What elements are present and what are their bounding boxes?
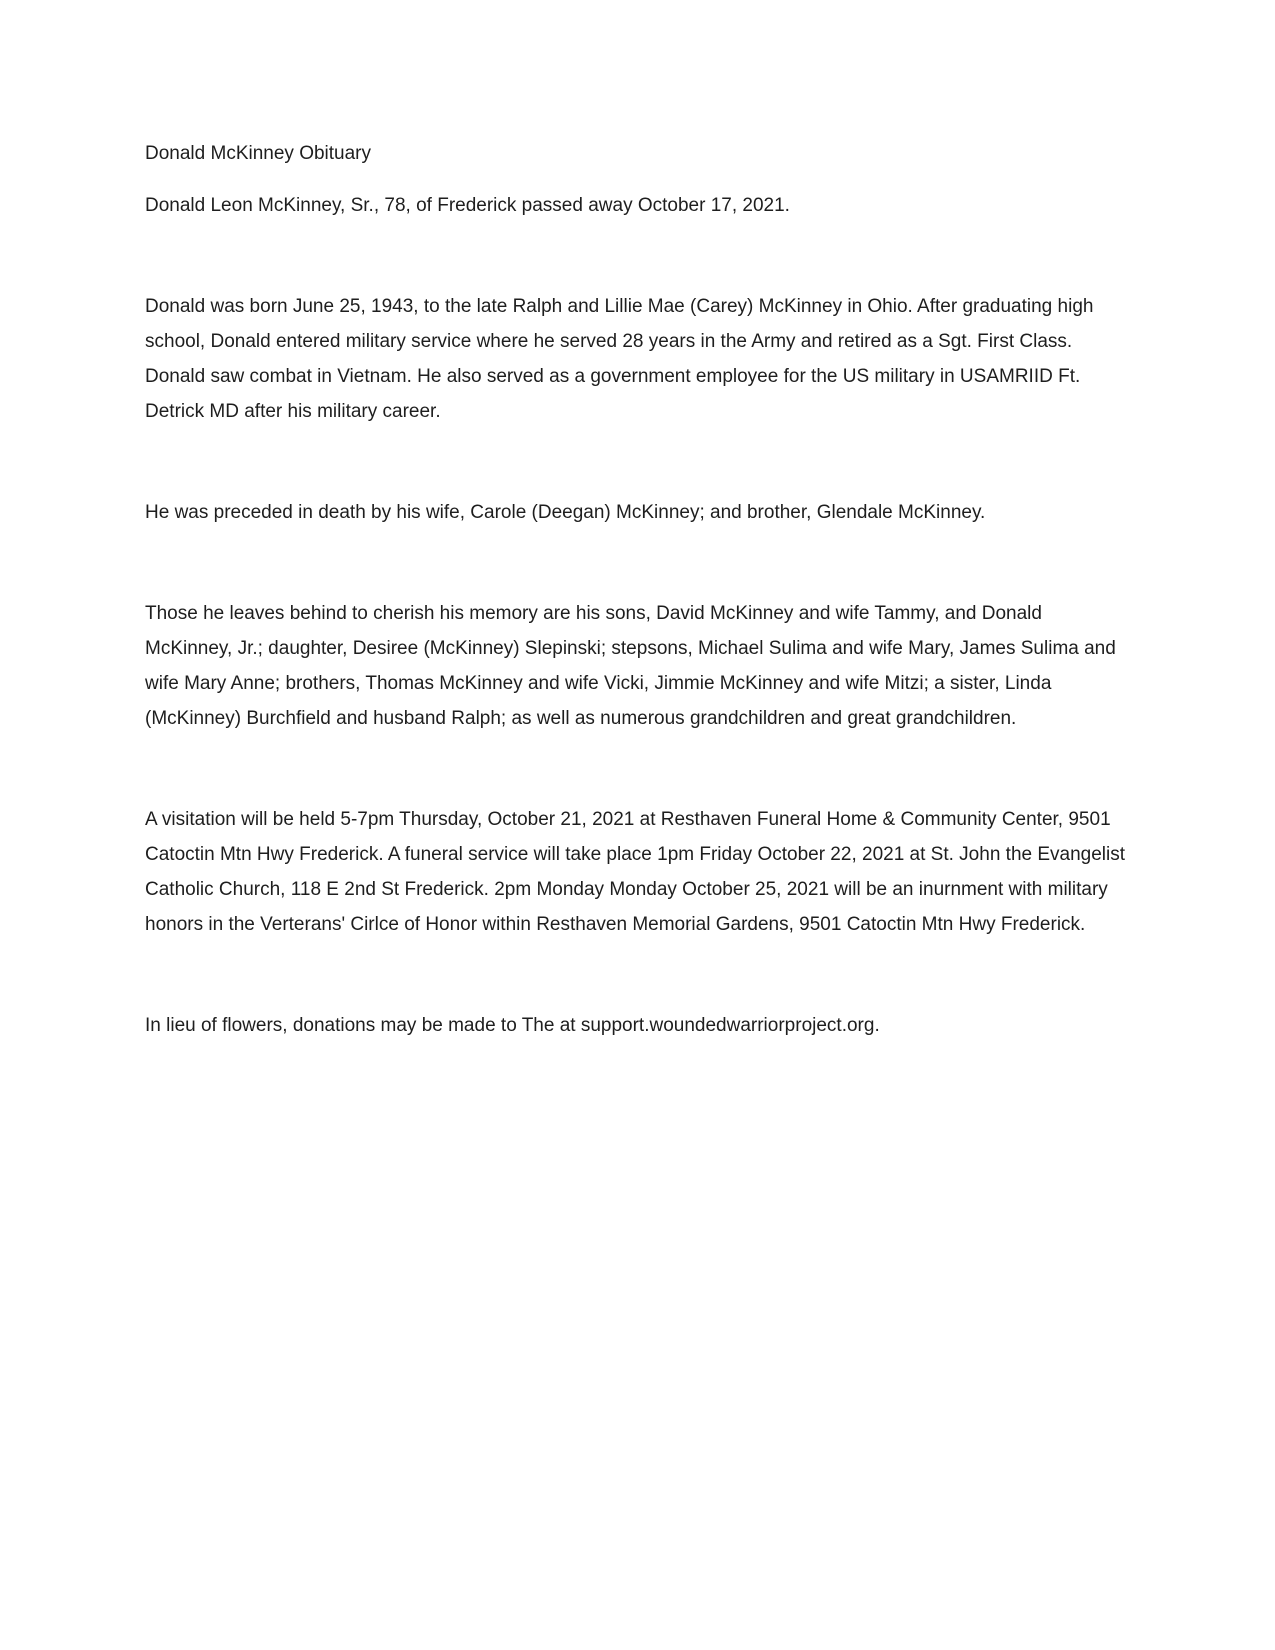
paragraph-services: A visitation will be held 5-7pm Thursday, October 21, 2021 at Resthaven Funeral Home & Community Center, 9501 Catoctin Mtn Hwy Frederick. A funeral service will take place 1pm Friday October 22, 2021 at St. John the Evangelist Catholic Church, 118 E 2nd St Frederick. 2pm Monday Monday October 25, 2021 will be an inurnment with military honors in the Verterans' Cirlce of Honor within Resthaven Memorial Gardens, 9501 Catoctin Mtn Hwy Frederick.	[145, 809, 1126, 935]
paragraph-donations: In lieu of flowers, donations may be made to The at support.woundedwarriorproject.org.	[145, 1015, 880, 1036]
paragraph-survivors: Those he leaves behind to cherish his memory are his sons, David McKinney and wife Tammy, and Donald McKinney, Jr.; daughter, Desiree (McKinney) Slepinski; stepsons, Michael Sulima and wife Mary, James Sulima and wife Mary Anne; brothers, Thomas McKinney and wife Vicki, Jimmie McKinney and wife Mitzi; a sister, Linda (McKinney) Burchfield and husband Ralph; as well as numerous grandchildren and great grandchildren.	[145, 603, 1116, 729]
document-title: Donald McKinney Obituary	[145, 143, 371, 164]
paragraph-preceded-in-death: He was preceded in death by his wife, Carole (Deegan) McKinney; and brother, Glendale McKinney.	[145, 502, 986, 523]
paragraph-biography: Donald was born June 25, 1943, to the late Ralph and Lillie Mae (Carey) McKinney in Ohio. After graduating high school, Donald entered military service where he served 28 years in the Army and retired as a Sgt. First Class. Donald saw combat in Vietnam. He also served as a government employee for the US military in USAMRIID Ft. Detrick MD after his military career.	[145, 296, 1094, 422]
paragraph-intro: Donald Leon McKinney, Sr., 78, of Frederick passed away October 17, 2021.	[145, 195, 790, 216]
